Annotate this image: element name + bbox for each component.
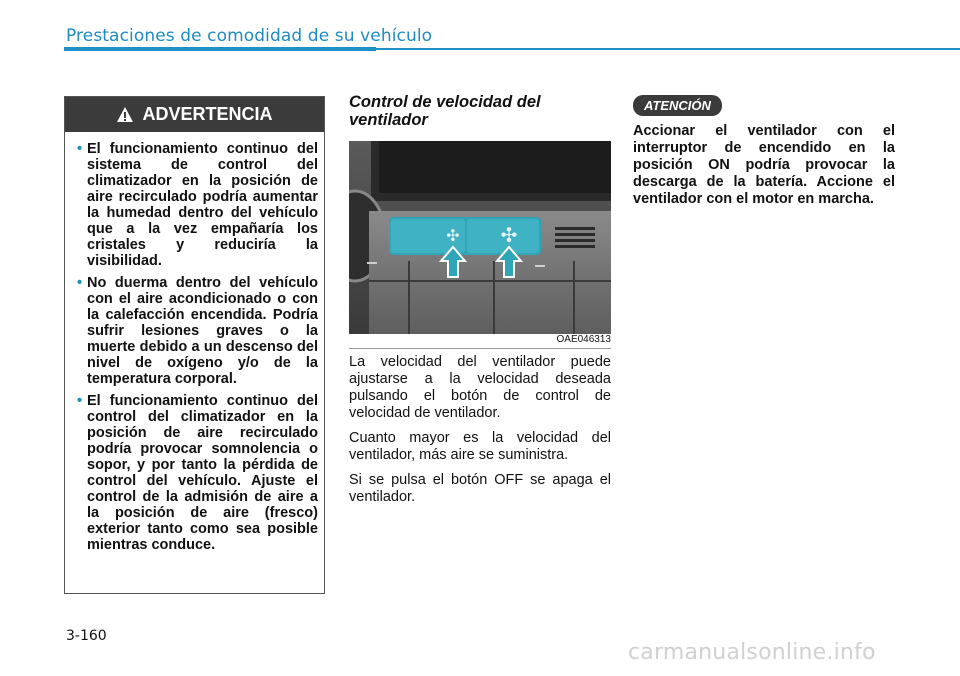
header-rule [0, 47, 960, 51]
fan-high-icon: ✣ [500, 223, 518, 247]
fan-control-figure [349, 141, 611, 334]
figure-caption: OAE046313 [349, 334, 611, 349]
watermark: carmanualsonline.info [628, 640, 876, 665]
section-header-title: Prestaciones de comodidad de su vehículo [66, 26, 433, 46]
warning-item: • No duerma dentro del vehículo con el aire acondicionado o con la calefacción encendida. Podría sufrir lesiones graves o la muerte debido a un descenso del nivel de oxígeno y/o de la temperatura corporal. [77, 275, 318, 387]
warning-triangle-icon [116, 106, 134, 123]
bullet-icon: • [77, 141, 83, 157]
section-title: Control de velocidad del ventilador [349, 93, 541, 129]
body-paragraph: Si se pulsa el botón OFF se apaga el ventilador. [349, 472, 611, 505]
caution-text: Accionar el ventilador con el interruptor de encendido en la posición ON podría provocar la descarga de la batería. Accione el ventilador con el motor en marcha. [633, 123, 895, 207]
bullet-icon: • [77, 275, 83, 291]
warning-heading [65, 97, 324, 132]
warning-item: • El funcionamiento continuo del control del climatizador en la posición de aire recirculado podría provocar somnolencia o sopor, y por tanto la pérdida de control del vehículo. Ajuste el control de la admisión de aire a la posición de aire (fresco) exterior tanto como sea posible mientras conduce. [77, 393, 318, 553]
body-paragraph: Cuanto mayor es la velocidad del ventilador, más aire se suministra. [349, 430, 611, 463]
warning-heading-label: ADVERTENCIA [142, 104, 273, 124]
warning-item: • El funcionamiento continuo del sistema de control del climatizador en la posición de aire recirculado podría aumentar la humedad dentro del vehículo que a la vez empañaría los cristales y reduciría la visibilidad. [77, 141, 318, 269]
body-paragraph: La velocidad del ventilador puede ajustarse a la velocidad deseada pulsando el botón de control de velocidad de ventilador. [349, 354, 611, 421]
fan-low-icon: ✣ [446, 226, 460, 245]
section-body [349, 354, 611, 514]
warning-box [64, 96, 325, 594]
warning-list [65, 132, 324, 553]
caution-badge: ATENCIÓN [633, 95, 722, 116]
page-number: 3-160 [66, 628, 107, 644]
climate-panel-illustration [349, 141, 611, 334]
bullet-icon: • [77, 393, 83, 409]
